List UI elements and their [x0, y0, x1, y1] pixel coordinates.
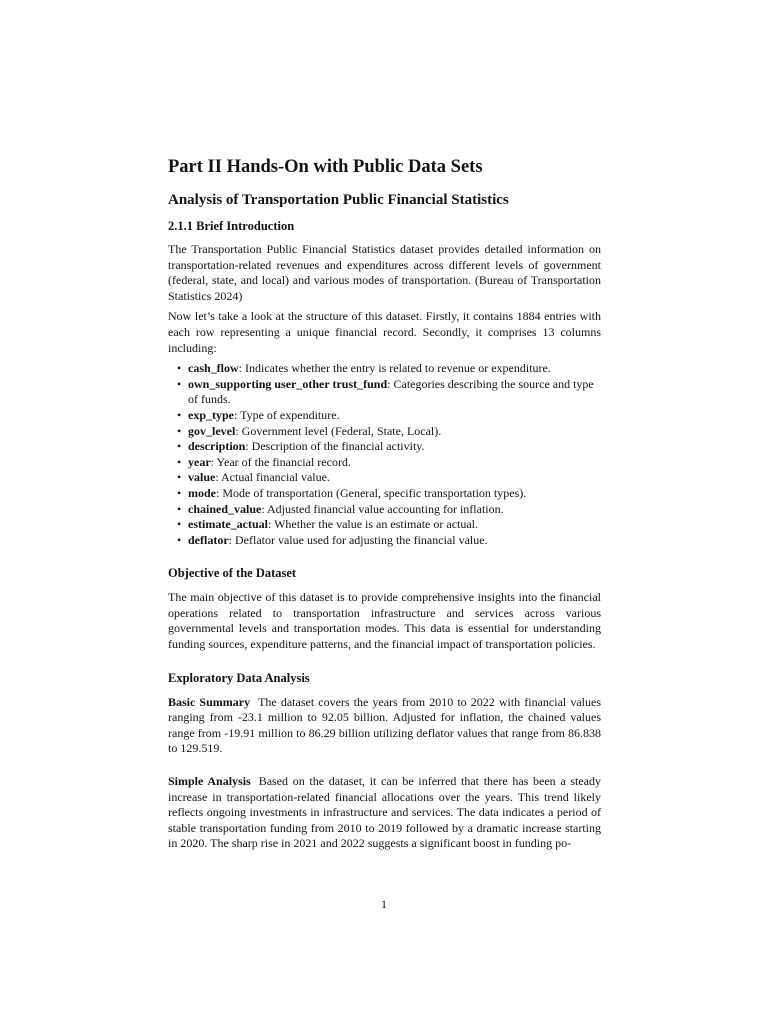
- field-list-item: [177, 361, 601, 377]
- bullet-icon: •: [177, 423, 182, 438]
- field-description: : Indicates whether the entry is related to revenue or expenditure.: [238, 361, 551, 376]
- field-description: : Categories describing the source and type of funds.: [188, 376, 594, 407]
- field-list-item: [177, 376, 601, 408]
- bullet-icon: •: [177, 439, 182, 454]
- bullet-icon: •: [177, 407, 182, 422]
- field-description: : Deflator value used for adjusting the financial value.: [228, 532, 488, 547]
- field-name: deflator: [188, 532, 229, 547]
- simple-analysis-text: Based on the dataset, it can be inferred that there has been a steady increase in transportation-related financial allocations over the years. This trend likely reflects ongoing investments in infrastructure and services. The data indicates a period of stable transportation funding from 2010 to 2019 followed by a dramatic increase starting in 2020. The sharp rise in 2021 and 2022 suggests a significant boost in funding po-: [168, 774, 601, 851]
- simple-analysis-label: Simple Analysis: [168, 774, 251, 789]
- simple-analysis-paragraph: [168, 774, 601, 852]
- field-list-item: [177, 501, 601, 518]
- field-description: : Description of the financial activity.: [245, 439, 425, 454]
- intro-paragraph: The Transportation Public Financial Statistics dataset provides detailed information on transportation-related revenues and expenditures across different levels of government (federal, state, and local) and various modes of transportation. (Bureau of Transportation Statistics 2024): [168, 242, 601, 303]
- field-name: cash_flow: [188, 361, 239, 376]
- bullet-icon: •: [177, 517, 182, 532]
- field-name: year: [188, 454, 211, 469]
- chapter-title: Analysis of Transportation Public Financial Statistics: [168, 192, 509, 208]
- bullet-icon: •: [177, 376, 182, 391]
- field-description: : Year of the financial record.: [210, 454, 351, 469]
- objective-heading: Objective of the Dataset: [168, 566, 297, 581]
- field-name: estimate_actual: [188, 517, 268, 532]
- objective-paragraph: The main objective of this dataset is to provide comprehensive insights into the financial operations related to transportation infrastructure and services across various governmental levels and transportation modes. This data is essential for understanding funding sources, expenditure patterns, and the financial impact of transportation policies.: [168, 590, 601, 652]
- field-list-item: [177, 517, 601, 533]
- field-name: chained_value: [188, 501, 262, 516]
- field-list-item: [177, 470, 601, 486]
- field-name: description: [188, 439, 246, 454]
- field-description: : Whether the value is an estimate or actual.: [267, 517, 479, 532]
- field-list-item: [177, 532, 601, 549]
- part-title: Part II Hands-On with Public Data Sets: [168, 157, 483, 177]
- basic-summary-paragraph: [168, 695, 601, 757]
- page-content: [168, 156, 601, 852]
- field-name: mode: [188, 485, 216, 500]
- field-description: : Adjusted financial value accounting for inflation.: [261, 501, 504, 516]
- field-name: exp_type: [188, 407, 234, 422]
- eda-heading: Exploratory Data Analysis: [168, 670, 310, 685]
- bullet-icon: •: [177, 454, 182, 469]
- field-description: : Type of expenditure.: [234, 407, 340, 422]
- section-heading-brief-introduction: 2.1.1 Brief Introduction: [168, 219, 295, 233]
- field-description: : Government level (Federal, State, Local).: [235, 423, 442, 438]
- field-list-item: [177, 485, 601, 502]
- field-description: : Mode of transportation (General, specific transportation types).: [216, 485, 527, 500]
- field-name: gov_level: [188, 423, 236, 438]
- page-number: 1: [381, 897, 387, 911]
- field-list-item: [177, 454, 601, 471]
- field-description: : Actual financial value.: [215, 470, 330, 485]
- structure-paragraph: Now let’s take a look at the structure of this dataset. Firstly, it contains 1884 entries with each row representing a unique financial record. Secondly, it comprises 13 columns including:: [168, 309, 601, 355]
- basic-summary-label: Basic Summary: [168, 694, 251, 709]
- bullet-icon: •: [177, 470, 182, 485]
- field-name: value: [188, 470, 216, 485]
- bullet-icon: •: [177, 361, 182, 376]
- bullet-icon: •: [177, 485, 182, 500]
- bullet-icon: •: [177, 532, 182, 547]
- field-name: own_supporting user_other trust_fund: [188, 376, 388, 391]
- basic-summary-text: The dataset covers the years from 2010 to 2022 with financial values ranging from -23.1 million to 92.05 billion. Adjusted for inflation, the chained values range from -19.91 million to 86.29 billion utilizing deflator values that range from 86.838 to 129.519.: [168, 694, 601, 756]
- field-list-item: [177, 423, 601, 440]
- bullet-icon: •: [177, 501, 182, 516]
- field-list: [168, 361, 601, 548]
- field-list-item: [177, 439, 601, 455]
- field-list-item: [177, 407, 601, 424]
